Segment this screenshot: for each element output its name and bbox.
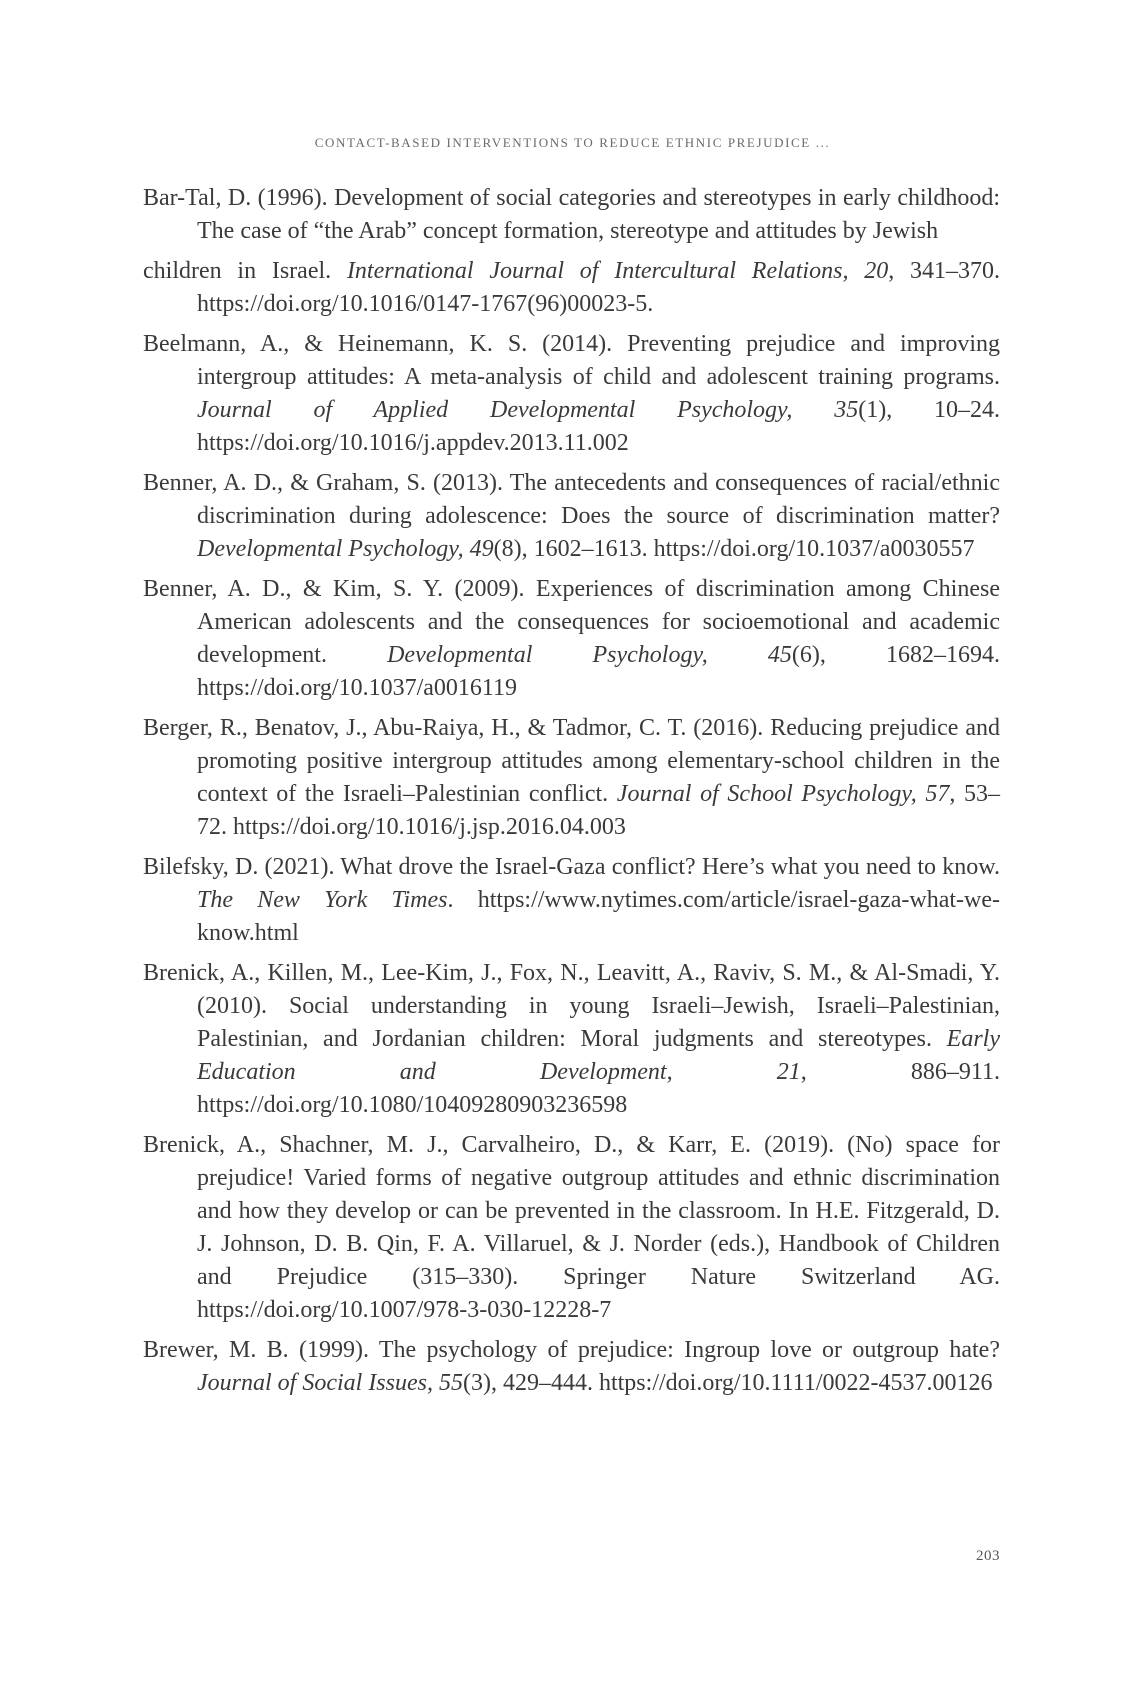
reference-text: Brenick, A., Killen, M., Lee-Kim, J., Fox, N., Leavitt, A., Raviv, S. M., & Al-Smadi, Y. (2010). Social understanding in young Israeli–Jewish, Israeli–Palestinian, Palestinian, and Jordanian children: Moral judgments and stereotypes. xyxy=(143,960,1000,1052)
reference-details: (6), 1682–1694. https://doi.org/10.1037/a0016119 xyxy=(197,642,1000,701)
reference-details: (1), 10–24. https://doi.org/10.1016/j.appdev.2013.11.002 xyxy=(197,397,1001,456)
reference-journal: Early Education and Development, 21 xyxy=(197,1026,1000,1085)
reference-journal: Journal of Applied Developmental Psychology, 35 xyxy=(197,397,859,423)
reference-details: (3), 429–444. https://doi.org/10.1111/0022-4537.00126 xyxy=(462,1370,993,1396)
reference-entry xyxy=(143,851,1000,950)
reference-entry xyxy=(143,573,1000,705)
reference-text: Bar-Tal, D. (1996). Development of social categories and stereotypes in early childhood: The case of “the Arab” concept formation, stereotype and attitudes by Jewish xyxy=(143,185,1000,244)
reference-journal: Journal of Social Issues, 55 xyxy=(197,1370,463,1396)
reference-details: , 886–911. https://doi.org/10.1080/10409280903236598 xyxy=(197,1059,1000,1118)
reference-journal: Developmental Psychology, 45 xyxy=(387,642,792,668)
reference-text: Brenick, A., Shachner, M. J., Carvalheiro, D., & Karr, E. (2019). (No) space for prejudice! Varied forms of negative outgroup attitudes and ethnic discrimination and how they develop or can be prevented in the classroom. In H.E. Fitzgerald, D. J. Johnson, D. B. Qin, F. A. Villaruel, & J. Norder (eds.), Handbook of Children and Prejudice (315–330). Springer Nature Switzerland AG. https://doi.org/10.1007/978-3-030-12228-7 xyxy=(143,1132,1000,1323)
reference-journal: The New York Times xyxy=(197,887,448,913)
reference-list xyxy=(143,182,1000,1407)
reference-text: Benner, A. D., & Graham, S. (2013). The antecedents and consequences of racial/ethnic discrimination during adolescence: Does the source of discrimination matter? xyxy=(143,470,1000,529)
running-head: CONTACT-BASED INTERVENTIONS TO REDUCE ETHNIC PREJUDICE ... xyxy=(314,135,831,150)
reference-entry xyxy=(143,957,1000,1122)
reference-text: Benner, A. D., & Kim, S. Y. (2009). Experiences of discrimination among Chinese American adolescents and the consequences for socioemotional and academic development. xyxy=(143,576,1000,668)
reference-entry xyxy=(143,712,1000,844)
reference-details: , 341–370. https://doi.org/10.1016/0147-1767(96)00023-5. xyxy=(197,258,1000,317)
reference-text: Brewer, M. B. (1999). The psychology of prejudice: Ingroup love or outgroup hate? xyxy=(143,1337,1000,1363)
reference-entry xyxy=(143,467,1000,566)
reference-text: children in Israel. xyxy=(143,258,347,284)
reference-text: Bilefsky, D. (2021). What drove the Israel-Gaza conflict? Here’s what you need to know. xyxy=(143,854,1000,880)
reference-journal: Journal of School Psychology, 57 xyxy=(616,781,950,807)
reference-entry xyxy=(143,328,1000,460)
reference-entry xyxy=(143,255,1000,321)
reference-entry xyxy=(143,182,1000,248)
reference-text: Berger, R., Benatov, J., Abu-Raiya, H., & Tadmor, C. T. (2016). Reducing prejudice and promoting positive intergroup attitudes among elementary-school children in the context of the Israeli–Palestinian conflict. xyxy=(143,715,1000,807)
reference-entry xyxy=(143,1334,1000,1400)
reference-journal: International Journal of Intercultural Relations, 20 xyxy=(346,258,889,284)
reference-text: Beelmann, A., & Heinemann, K. S. (2014). Preventing prejudice and improving intergroup attitudes: A meta-analysis of child and adolescent training programs. xyxy=(143,331,1000,390)
page-number: 203 xyxy=(976,1548,1000,1564)
reference-journal: Developmental Psychology, 49 xyxy=(197,536,494,562)
reference-details: , 53–72. https://doi.org/10.1016/j.jsp.2016.04.003 xyxy=(197,781,1001,840)
reference-details: (8), 1602–1613. https://doi.org/10.1037/a0030557 xyxy=(493,536,975,562)
reference-entry xyxy=(143,1129,1000,1327)
reference-details: . https://www.nytimes.com/article/israel-gaza-what-we-know.html xyxy=(197,887,1000,946)
